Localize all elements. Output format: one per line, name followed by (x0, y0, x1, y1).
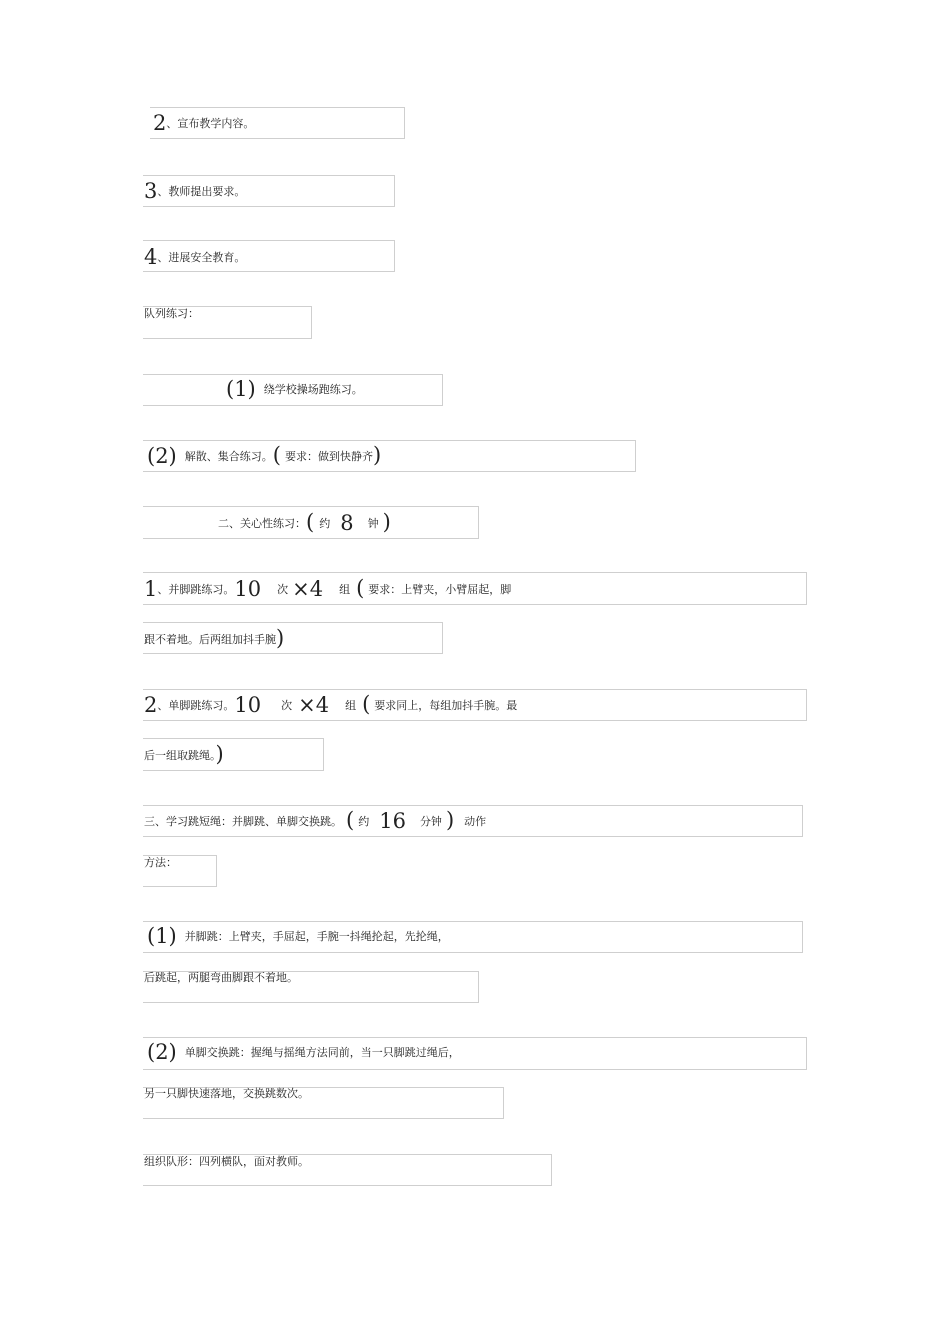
requirement-cont: 跟不着地。后两组加抖手腕 (144, 633, 276, 646)
duration-value: 16 (379, 809, 406, 833)
item-number: 2 (153, 111, 167, 135)
close-paren: ) (276, 626, 285, 650)
close-paren: ) (382, 510, 391, 534)
open-paren: ( (272, 443, 281, 467)
item-4 (144, 247, 245, 268)
item-text: 并脚跳：上臂夹，手屈起，手腕一抖绳抡起，先抡绳， (184, 930, 449, 943)
item-number: (1) (226, 377, 256, 401)
item-2 (153, 113, 254, 134)
item-number: (2) (147, 444, 177, 468)
close-paren: ) (445, 808, 455, 832)
item-text: 、单脚跳练习。 (157, 699, 235, 712)
requirement: 要求：上臂夹，小臂屈起，脚 (368, 583, 512, 596)
open-paren: ( (306, 510, 315, 534)
count-unit: 次 (277, 583, 289, 596)
exercise-1-continued (144, 628, 284, 649)
count-value: 10 (234, 693, 262, 717)
duration-value: 8 (340, 511, 354, 535)
sets-unit: 组 (345, 699, 357, 712)
item-text: 绕学校操场跑练习。 (263, 383, 363, 396)
exercise-2-continued (144, 744, 224, 765)
count-value: 10 (234, 577, 262, 601)
exercise-2 (144, 694, 517, 716)
tail-text: 动作 (464, 815, 487, 828)
requirement: 要求：做到快静齐 (284, 450, 373, 463)
section-2-heading (218, 512, 391, 534)
method-2 (147, 1042, 460, 1063)
item-text: 、宣布教学内容。 (166, 117, 255, 130)
item-text: 解散、集合练习。 (184, 450, 273, 463)
requirement: 要求同上，每组加抖手腕。最 (374, 699, 518, 712)
section-3-heading (144, 810, 486, 832)
item-number: 1 (144, 577, 158, 601)
item-3 (144, 181, 245, 202)
section-title: 二、关心性练习： (218, 517, 306, 530)
sets-value: ×4 (298, 693, 330, 717)
exercise-1 (144, 578, 511, 600)
duration-unit: 分钟 (419, 815, 442, 828)
queue-heading: 队列练习： (144, 307, 199, 320)
duration-unit: 钟 (367, 517, 379, 530)
method-1-continued: 后跳起，两腿弯曲脚跟不着地。 (144, 971, 298, 984)
method-label: 方法： (144, 856, 177, 869)
open-paren: ( (356, 576, 365, 600)
close-paren: ) (372, 443, 382, 467)
queue-item-1 (226, 379, 363, 400)
approx-label: 约 (358, 815, 370, 828)
sets-value: ×4 (292, 577, 324, 601)
close-paren: ) (215, 742, 224, 766)
count-unit: 次 (281, 699, 293, 712)
item-number: 2 (144, 693, 158, 717)
method-1 (147, 926, 449, 947)
item-text: 、并脚跳练习。 (157, 583, 235, 596)
item-text: 、进展安全教育。 (157, 251, 246, 264)
requirement-cont: 后一组取跳绳。 (144, 749, 216, 762)
section-title: 三、学习跳短绳：并脚跳、单脚交换跳。 (144, 815, 342, 828)
sets-unit: 组 (339, 583, 351, 596)
approx-label: 约 (319, 517, 331, 530)
open-paren: ( (346, 808, 355, 832)
item-number: 3 (144, 179, 158, 203)
item-number: (1) (147, 924, 177, 948)
formation-text: 组织队形：四列横队，面对教师。 (144, 1155, 309, 1168)
item-number: (2) (147, 1040, 177, 1064)
item-text: 、教师提出要求。 (157, 185, 246, 198)
open-paren: ( (362, 692, 371, 716)
method-2-continued: 另一只脚快速落地，交换跳数次。 (144, 1087, 309, 1100)
item-number: 4 (144, 245, 158, 269)
queue-item-2 (147, 445, 381, 467)
item-text: 单脚交换跳：握绳与摇绳方法同前，当一只脚跳过绳后， (184, 1046, 460, 1059)
